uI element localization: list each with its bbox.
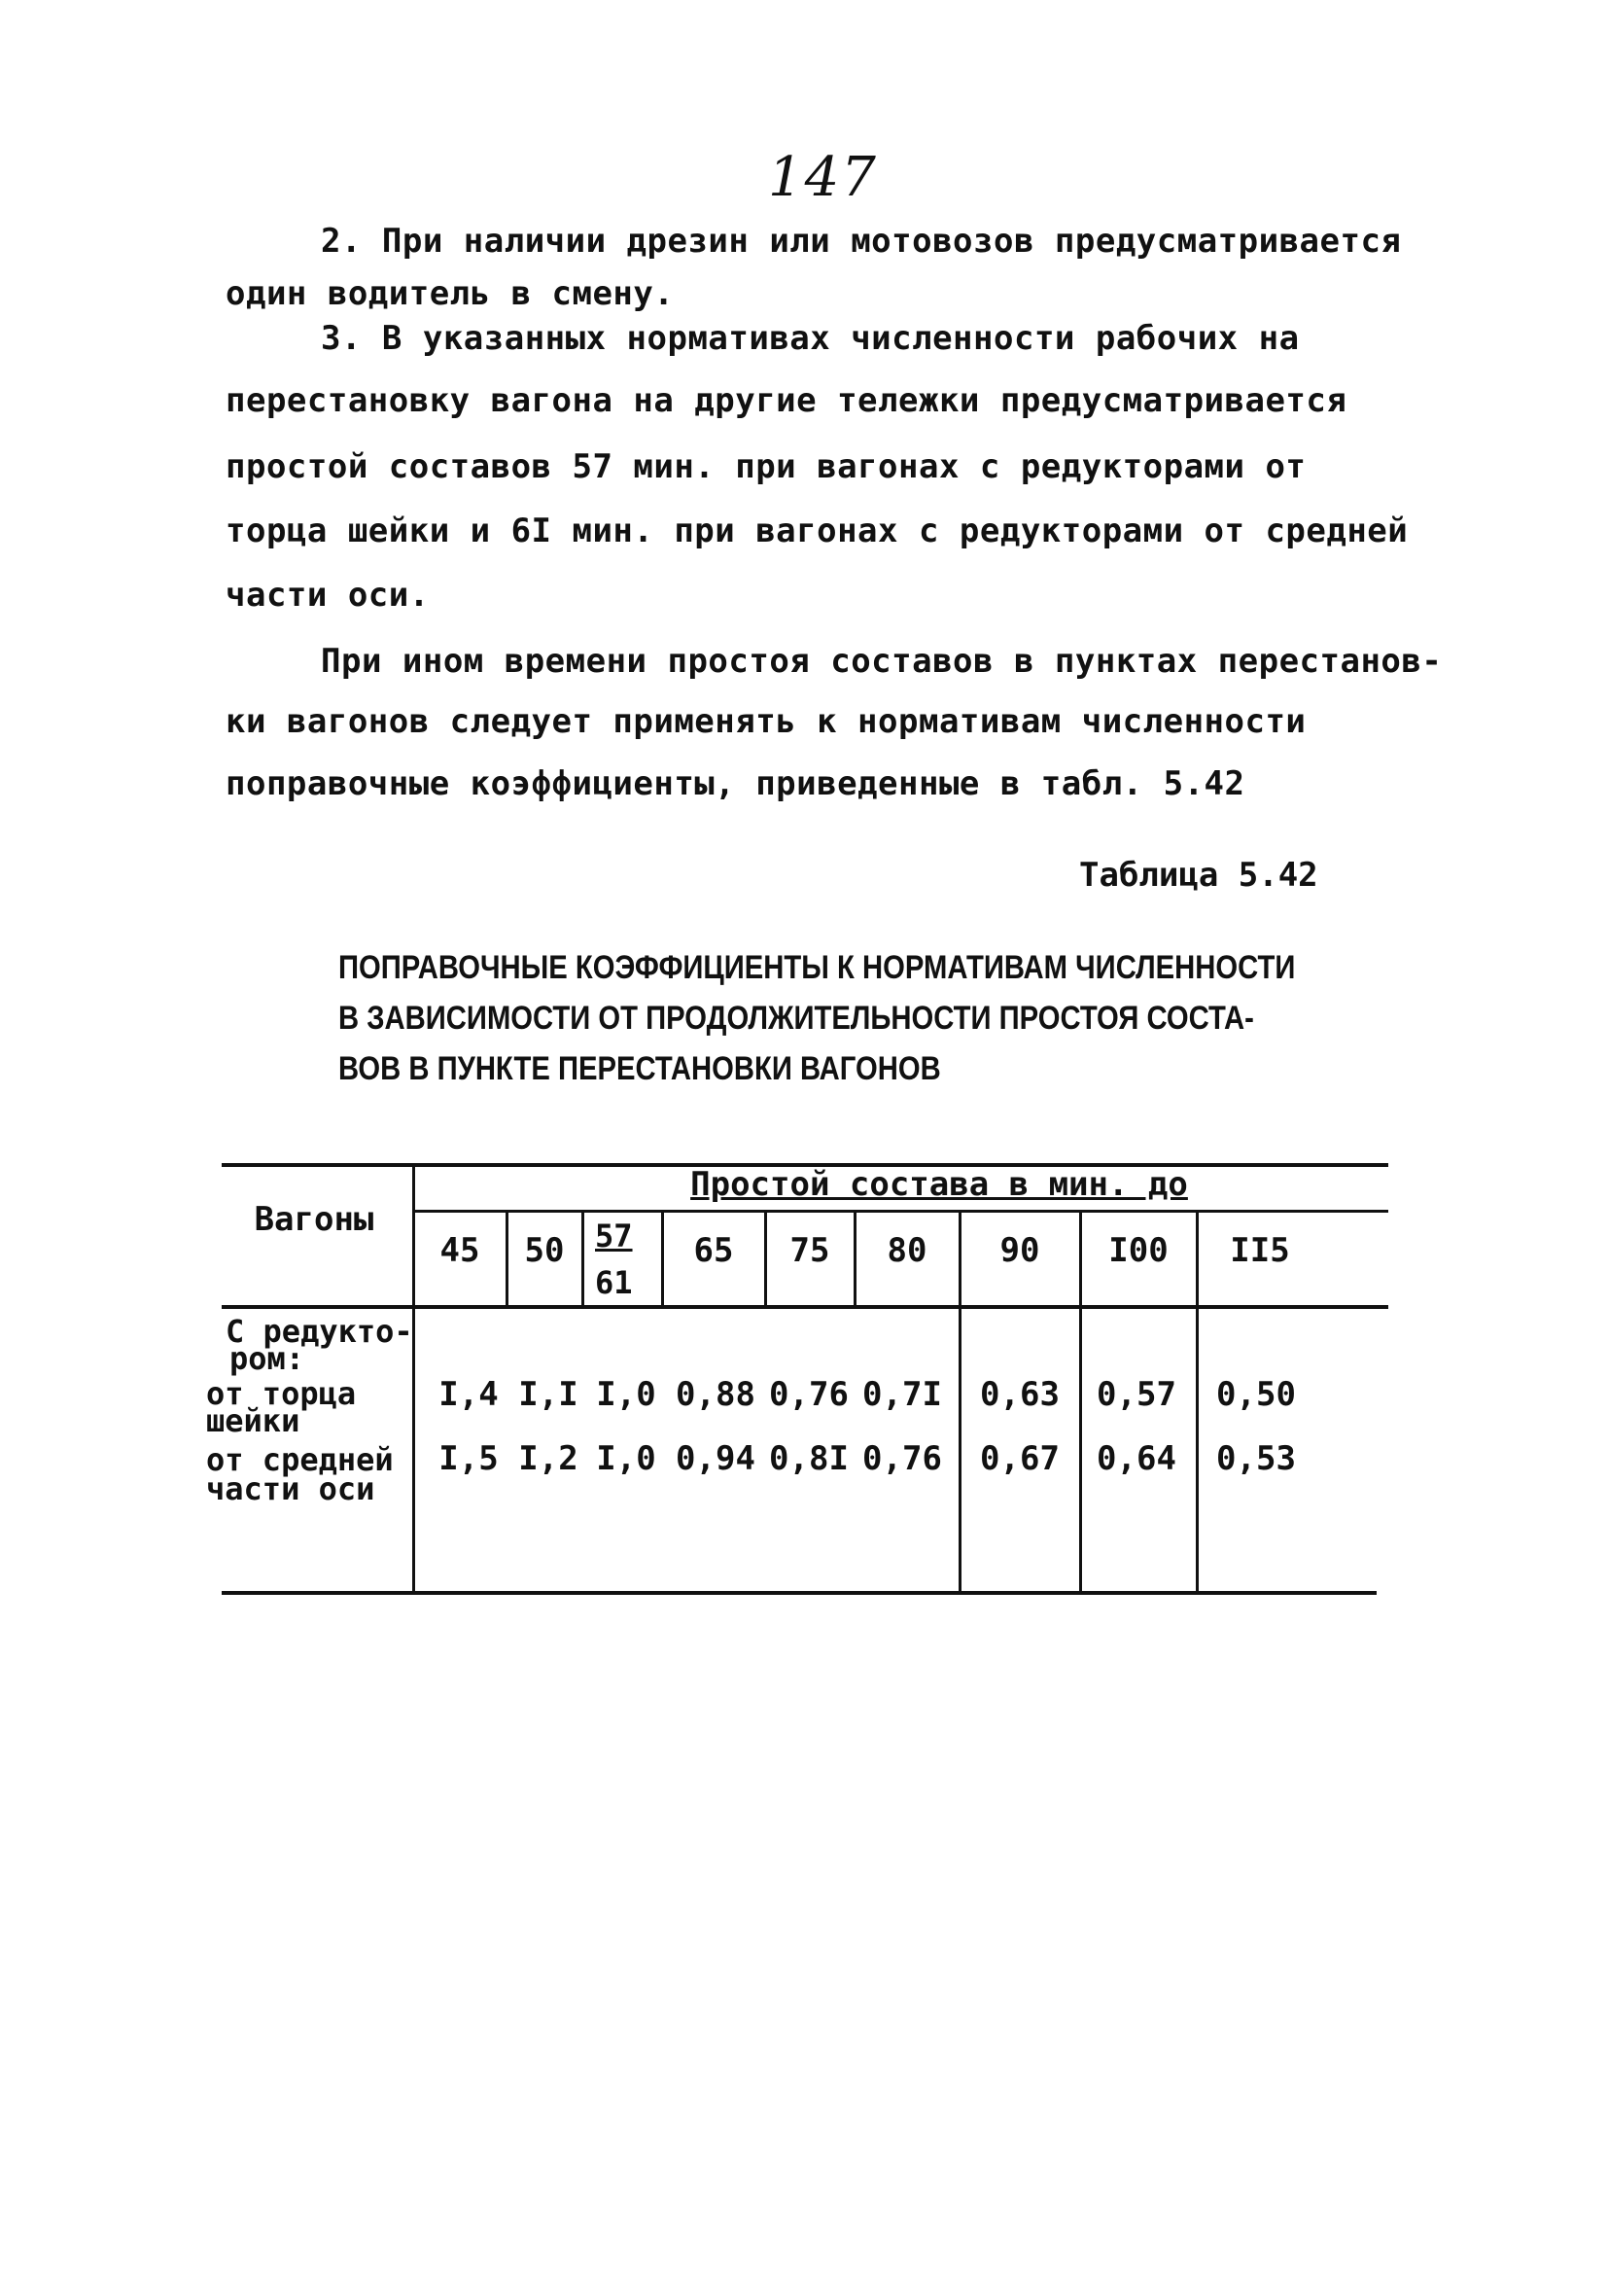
table-cell: 0,50 — [1216, 1375, 1296, 1414]
text-line: торца шейки и 6I мин. при вагонах с редукторами от средней — [226, 512, 1409, 550]
table-cell: 0,57 — [1097, 1375, 1176, 1414]
text-line: 3. В указанных нормативах численности рабочих на — [321, 319, 1300, 358]
row-label: от средней — [206, 1441, 394, 1478]
column-header-fraction-bottom: 61 — [595, 1264, 633, 1301]
column-header: I00 — [1108, 1231, 1169, 1270]
table-cell: 0,7I — [862, 1375, 942, 1414]
column-header-wagons: Вагоны — [254, 1200, 374, 1239]
table-col-rule — [764, 1212, 767, 1307]
row-group-label: ром: — [229, 1340, 305, 1377]
table-cell: 0,76 — [769, 1375, 849, 1414]
text-line: части оси. — [226, 576, 430, 615]
table-col-rule — [854, 1212, 856, 1307]
table-cell: I,2 — [518, 1439, 578, 1478]
column-header: 90 — [999, 1231, 1040, 1270]
group-header: Простой состава в мин. до — [690, 1165, 1188, 1204]
text-line: простой составов 57 мин. при вагонах с редукторами от — [226, 447, 1307, 486]
table-col-rule — [1196, 1212, 1199, 1591]
column-header: 45 — [439, 1231, 480, 1270]
column-header: 65 — [693, 1231, 734, 1270]
table-col-rule — [661, 1212, 664, 1307]
table-label: Таблица 5.42 — [1079, 856, 1318, 895]
table-cell: I,4 — [438, 1375, 499, 1414]
table-cell: 0,94 — [676, 1439, 755, 1478]
column-header: 50 — [524, 1231, 565, 1270]
table-cell: 0,53 — [1216, 1439, 1296, 1478]
table-cell: 0,64 — [1097, 1439, 1176, 1478]
row-group-label: С редукто- — [226, 1313, 413, 1350]
column-header-fraction-top: 57 — [595, 1218, 633, 1254]
table-cell: I,5 — [438, 1439, 499, 1478]
table-cell: I,0 — [596, 1439, 656, 1478]
row-label: шейки — [206, 1402, 300, 1439]
table-title-line: ПОПРАВОЧНЫЕ КОЭФФИЦИЕНТЫ К НОРМАТИВАМ ЧИСЛЕННОСТИ — [338, 949, 1296, 986]
text-line: поправочные коэффициенты, приведенные в табл. 5.42 — [226, 764, 1245, 803]
table-cell: 0,67 — [980, 1439, 1060, 1478]
table-col-rule — [959, 1212, 961, 1595]
column-header: 75 — [789, 1231, 830, 1270]
row-label: части оси — [206, 1470, 375, 1507]
text-line: ки вагонов следует применять к нормативам численности — [226, 702, 1307, 741]
table-cell: 0,88 — [676, 1375, 755, 1414]
table-bottom-rule — [222, 1591, 1377, 1595]
table-cell: 0,63 — [980, 1375, 1060, 1414]
table-cell: 0,8I — [769, 1439, 849, 1478]
table-cell: I,I — [518, 1375, 578, 1414]
table-title-line: ВОВ В ПУНКТЕ ПЕРЕСТАНОВКИ ВАГОНОВ — [338, 1050, 941, 1087]
page-number: 147 — [768, 146, 878, 209]
table-title-line: В ЗАВИСИМОСТИ ОТ ПРОДОЛЖИТЕЛЬНОСТИ ПРОСТОЯ СОСТА- — [338, 1000, 1254, 1037]
table-col-rule — [506, 1212, 508, 1307]
table-cell: 0,76 — [862, 1439, 942, 1478]
text-line: При ином времени простоя составов в пунктах перестанов- — [321, 642, 1443, 681]
row-label: от торца — [206, 1375, 357, 1412]
table-cell: I,0 — [596, 1375, 656, 1414]
column-header: 80 — [887, 1231, 927, 1270]
table-col-rule — [412, 1163, 415, 1595]
table-header-rule — [222, 1305, 1388, 1309]
table-group-rule — [414, 1210, 1388, 1213]
text-line: один водитель в смену. — [226, 274, 675, 313]
text-line: перестановку вагона на другие тележки предусматривается — [226, 381, 1347, 420]
table-col-rule — [581, 1212, 584, 1307]
text-line: 2. При наличии дрезин или мотовозов предусматривается — [321, 222, 1402, 261]
column-header: II5 — [1230, 1231, 1290, 1270]
